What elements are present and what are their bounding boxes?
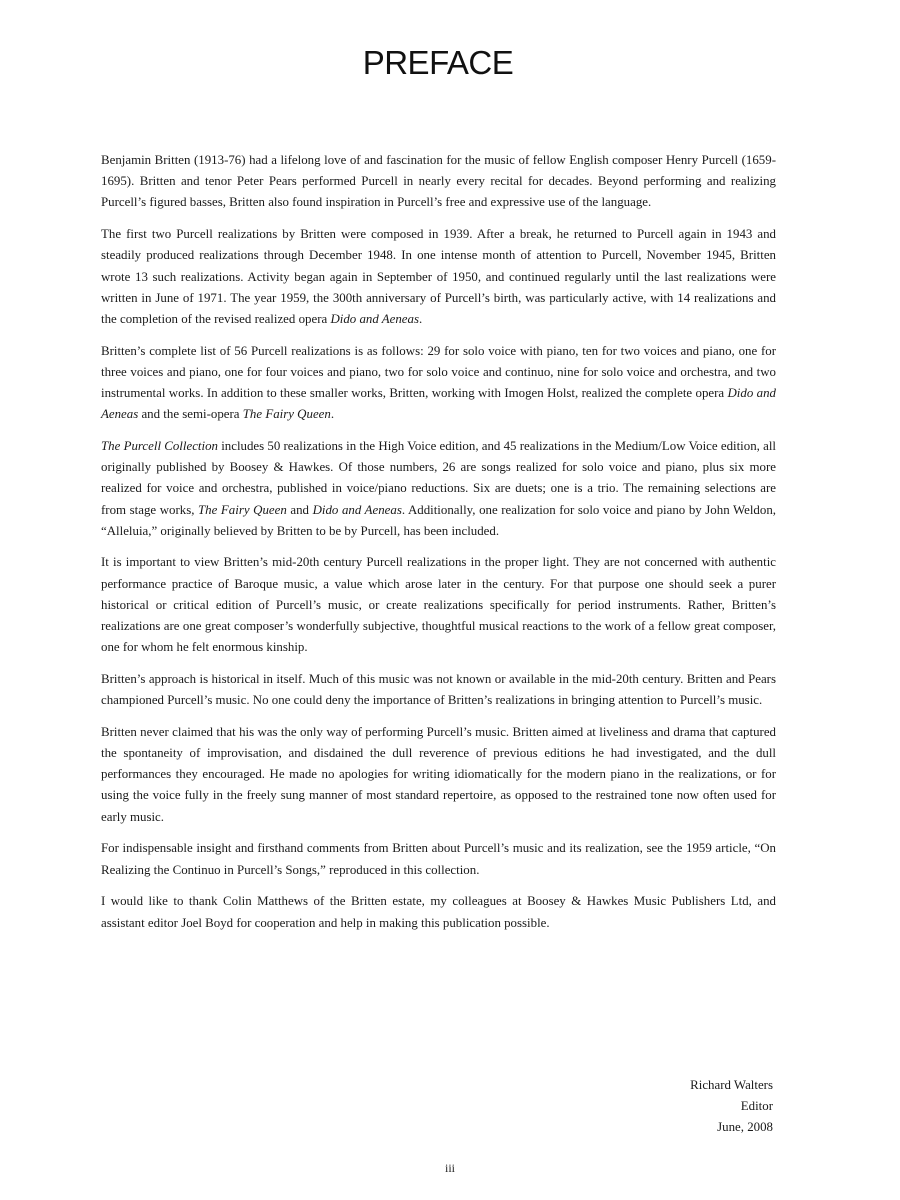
italic-title-text: Dido and Aeneas [101, 386, 776, 422]
paragraph-text: . Additionally, one realization for solo voice and piano by John Weldon, “Alleluia,” originally believed by Britten to be by Purcell, has been included. [101, 502, 776, 538]
italic-title-text: The Fairy Queen [198, 502, 287, 517]
paragraph [101, 150, 776, 214]
paragraph-text: and [286, 502, 313, 517]
italic-title-text: The Fairy Queen [242, 407, 331, 422]
paragraph-text: Britten’s approach is historical in itself. Much of this music was not known or available in the mid-20th century. Britten and Pears championed Purcell’s music. No one could deny the importance of Britten’s realizations in bringing attention to Purcell’s music. [101, 671, 776, 708]
paragraph-text: It is important to view Britten’s mid-20th century Purcell realizations in the proper light. They are not concerned with authentic performance practice of Baroque music, a value which arose later in the century. For that purpose one should seek a purer historical or critical edition of Purcell’s music, or create realizations specifically for period instruments. Rather, Britten’s realizations are one great composer’s wonderfully subjective, thoughtful musical reactions to the work of a fellow great composer, one for whom he felt enormous kinship. [101, 555, 776, 655]
italic-title-text: Dido and Aeneas [312, 502, 402, 517]
paragraph-text: I would like to thank Colin Matthews of the Britten estate, my colleagues at Boosey & Hawkes Music Publishers Ltd, and assistant editor Joel Boyd for cooperation and help in making this publication possible. [101, 894, 776, 930]
italic-title-text: Dido and Aeneas [330, 311, 419, 326]
page-title: PREFACE [362, 44, 514, 81]
paragraph-text: The first two Purcell realizations by Britten were composed in 1939. After a break, he returned to Purcell again in 1943 and steadily produced realizations through December 1948. In one intense month of attention to Purcell, November 1945, Britten wrote 13 such realizations. Activity began again in September of 1950, and continued regularly until the last realizations were written in June of 1971. The year 1959, the 300th anniversary of Purcell’s birth, was particularly active, with 14 realizations and the completion of the revised realized opera [101, 227, 776, 326]
paragraph-text: . [419, 311, 423, 326]
paragraph [101, 722, 776, 828]
paragraph [101, 341, 776, 426]
signature-name: Richard Walters [690, 1078, 773, 1092]
paragraph-text: Benjamin Britten (1913-76) had a lifelong love of and fascination for the music of fellow English composer Henry Purcell (1659-1695). Britten and tenor Peter Pears performed Purcell in nearly every recital for decades. Beyond performing and realizing Purcell’s figured basses, Britten also found inspiration in Purcell’s free and expressive use of the language. [101, 153, 776, 210]
page-number: iii [444, 1161, 455, 1175]
paragraph-text: Britten never claimed that his was the only way of performing Purcell’s music. Britten aimed at liveliness and drama that captured the spontaneity of improvisation, and disdained the dull reverence of previous editions he had investigated, and the dull performances they encouraged. He made no apologies for writing idiomatically for the modern piano in the realizations, or for using the voice fully in the freely sung manner of most standard repertoire, as opposed to the restrained tone now often used for early music. [101, 724, 776, 824]
paragraph [101, 224, 776, 330]
signature-role: Editor [740, 1099, 773, 1114]
paragraph [101, 838, 776, 880]
paragraph [101, 669, 776, 711]
preface-body [101, 150, 776, 944]
paragraph [101, 436, 776, 542]
paragraph [101, 552, 776, 658]
paragraph [101, 891, 776, 933]
signature-block [690, 1075, 773, 1139]
paragraph-text: . [330, 407, 335, 422]
paragraph-text: Britten’s complete list of 56 Purcell realizations is as follows: 29 for solo voice with piano, ten for two voices and piano, one for three voices and piano, one for four voices and piano, two for solo voice and continuo, nine for solo voice and orchestra, and two instrumental works. In addition to these smaller works, Britten, working with Imogen Holst, realized the complete opera [101, 343, 776, 401]
paragraph-text: For indispensable insight and firsthand comments from Britten about Purcell’s music and its realization, see the 1959 article, “On Realizing the Continuo in Purcell’s Songs,” reproduced in this collection. [101, 841, 776, 877]
paragraph-text: and the semi-opera [138, 407, 243, 422]
italic-title-text: The Purcell Collection [101, 438, 218, 453]
paragraph-text: includes 50 realizations in the High Voice edition, and 45 realizations in the Medium/Low Voice edition, all originally published by Boosey & Hawkes. Of those numbers, 26 are songs realized for solo voice and piano, plus six more realized for voice and orchestra, published in voice/piano reductions. Six are duets; one is a trio. The remaining selections are from stage works, [101, 438, 776, 517]
signature-date: June, 2008 [717, 1120, 773, 1135]
